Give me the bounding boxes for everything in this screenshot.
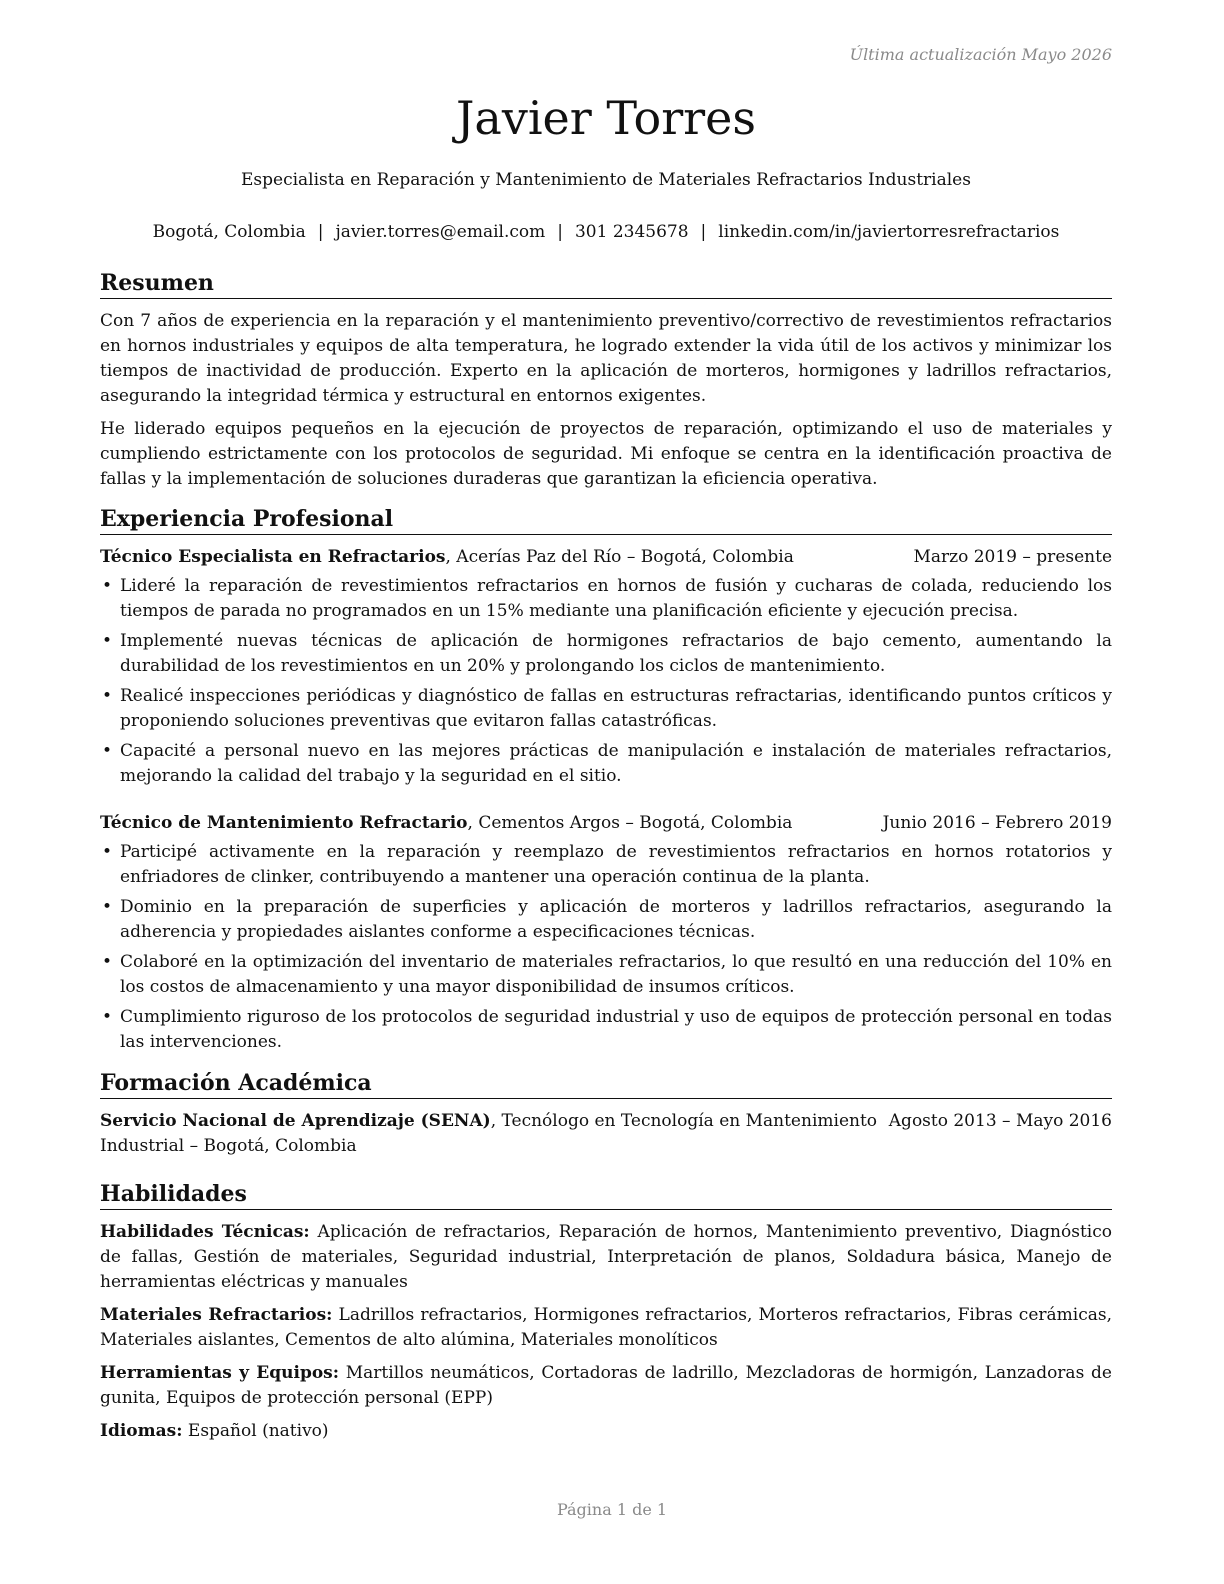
list-item <box>100 629 1112 679</box>
education-entry <box>100 1109 1112 1159</box>
job-title-line <box>100 545 794 570</box>
contact-email[interactable]: javier.torres@email.com <box>335 222 546 242</box>
job-company: , Acerías Paz del Río – Bogotá, Colombia <box>445 547 794 567</box>
bullet-text: Participé activamente en la reparación y reemplazo de revestimientos refractarios en hornos rotatorios y enfriadores de clinker, contribuyendo a mantener una operación continua de la planta. <box>120 842 1112 887</box>
skill-label: Herramientas y Equipos: <box>100 1363 340 1383</box>
bullet-text: Implementé nuevas técnicas de aplicación de hormigones refractarios de bajo cemento, aumentando la durabilidad de los revestimientos en un 20% y prolongando los ciclos de mantenimiento. <box>120 631 1112 676</box>
summary-paragraph: He liderado equipos pequeños en la ejecución de proyectos de reparación, optimizando el uso de materiales y cumpliendo estrictamente con los protocolos de seguridad. Mi enfoque se centra en la identificación proactiva de fallas y la implementación de soluciones duraderas que garantizan la eficiencia operativa. <box>100 419 1112 489</box>
skill-group <box>100 1303 1112 1353</box>
contact-separator: | <box>557 222 563 242</box>
skill-group <box>100 1220 1112 1295</box>
contact-separator: | <box>317 222 324 242</box>
bullet-text: Realicé inspecciones periódicas y diagnóstico de fallas en estructuras refractarias, identificando puntos críticos y proponiendo soluciones preventivas que evitaron fallas catastróficas. <box>120 686 1112 731</box>
bullet-icon: • <box>102 631 113 651</box>
page-number: Página 1 de 1 <box>556 1500 668 1519</box>
skill-group <box>100 1361 1112 1411</box>
job-header <box>100 545 1112 570</box>
section-title-skills: Habilidades <box>100 1179 1112 1210</box>
last-updated: Última actualización Mayo 2026 <box>849 45 1112 64</box>
job-dates: Junio 2016 – Febrero 2019 <box>882 813 1112 833</box>
bullet-icon: • <box>102 842 113 862</box>
skill-label: Materiales Refractarios: <box>100 1305 333 1325</box>
job-role: Técnico de Mantenimiento Refractario <box>100 813 468 833</box>
skill-text: Ladrillos refractarios, Hormigones refractarios, Morteros refractarios, Fibras cerámicas, Materiales aislantes, Cementos de alto alúmina, Materiales monolíticos <box>100 1305 1112 1350</box>
candidate-name: Javier Torres <box>455 91 756 145</box>
contact-phone: 301 2345678 <box>574 222 689 242</box>
section-title-summary: Resumen <box>100 268 1112 299</box>
job-header <box>100 811 1112 836</box>
bullet-text: Cumplimiento riguroso de los protocolos de seguridad industrial y uso de equipos de protección personal en todas las intervenciones. <box>120 1007 1112 1052</box>
job-title-line <box>100 811 792 836</box>
job-entry <box>100 545 1112 789</box>
bullet-icon: • <box>102 576 113 596</box>
education-detail: , Tecnólogo en Tecnología en Mantenimiento Industrial – Bogotá, Colombia <box>100 1111 878 1156</box>
list-item <box>100 840 1112 890</box>
list-item <box>100 684 1112 734</box>
contact-line <box>100 219 1112 245</box>
bullet-icon: • <box>102 1007 113 1027</box>
resume-body <box>100 268 1112 1452</box>
bullet-icon: • <box>102 686 113 706</box>
bullet-text: Colaboré en la optimización del inventario de materiales refractarios, lo que resultó en una reducción del 10% en los costos de almacenamiento y una mayor disponibilidad de insumos críticos. <box>120 952 1112 997</box>
job-role: Técnico Especialista en Refractarios <box>100 547 446 567</box>
bullet-text: Capacité a personal nuevo en las mejores prácticas de manipulación e instalación de materiales refractarios, mejorando la calidad del trabajo y la seguridad en el sitio. <box>120 741 1112 786</box>
bullet-icon: • <box>102 952 113 972</box>
bullet-icon: • <box>102 897 113 917</box>
education-institution: Servicio Nacional de Aprendizaje (SENA) <box>100 1111 491 1131</box>
job-entry <box>100 811 1112 1055</box>
job-bullets <box>100 574 1112 789</box>
contact-separator: | <box>700 222 707 242</box>
skills-section <box>100 1179 1112 1444</box>
list-item <box>100 574 1112 624</box>
contact-location: Bogotá, Colombia <box>152 222 306 242</box>
bullet-icon: • <box>102 741 113 761</box>
skill-label: Habilidades Técnicas: <box>100 1222 310 1242</box>
list-item <box>100 1005 1112 1055</box>
contact-linkedin[interactable]: linkedin.com/in/javiertorresrefractarios <box>718 222 1060 242</box>
list-item <box>100 895 1112 945</box>
skill-text: Español (nativo) <box>182 1421 329 1441</box>
skill-group <box>100 1419 1112 1444</box>
experience-section <box>100 504 1112 1055</box>
list-item <box>100 950 1112 1000</box>
skill-text: Martillos neumáticos, Cortadoras de ladrillo, Mezcladoras de hormigón, Lanzadoras de gunita, Equipos de protección personal (EPP) <box>100 1363 1112 1408</box>
education-text <box>100 1109 880 1159</box>
summary-section <box>100 268 1112 492</box>
job-bullets <box>100 840 1112 1055</box>
bullet-text: Dominio en la preparación de superficies y aplicación de morteros y ladrillos refractarios, asegurando la adherencia y propiedades aislantes conforme a especificaciones técnicas. <box>120 897 1112 942</box>
bullet-text: Lideré la reparación de revestimientos refractarios en hornos de fusión y cucharas de colada, reduciendo los tiempos de parada no programados en un 15% mediante una planificación eficiente y ejecución precisa. <box>120 576 1112 621</box>
section-title-experience: Experiencia Profesional <box>100 504 1112 535</box>
education-section <box>100 1068 1112 1159</box>
candidate-headline: Especialista en Reparación y Mantenimiento de Materiales Refractarios Industriales <box>241 170 971 190</box>
skill-text: Aplicación de refractarios, Reparación de hornos, Mantenimiento preventivo, Diagnóstico de fallas, Gestión de materiales, Seguridad industrial, Interpretación de planos, Soldadura básica, Manejo de herramientas eléctricas y manuales <box>100 1222 1112 1292</box>
section-title-education: Formación Académica <box>100 1068 1112 1099</box>
list-item <box>100 739 1112 789</box>
job-company: , Cementos Argos – Bogotá, Colombia <box>467 813 793 833</box>
skill-label: Idiomas: <box>100 1421 183 1441</box>
education-dates: Agosto 2013 – Mayo 2016 <box>888 1111 1112 1131</box>
job-dates: Marzo 2019 – presente <box>913 547 1112 567</box>
summary-paragraph: Con 7 años de experiencia en la reparación y el mantenimiento preventivo/correctivo de revestimientos refractarios en hornos industriales y equipos de alta temperatura, he logrado extender la vida útil de los activos y minimizar los tiempos de inactividad de producción. Experto en la aplicación de morteros, hormigones y ladrillos refractarios, asegurando la integridad térmica y estructural en entornos exigentes. <box>100 311 1112 406</box>
